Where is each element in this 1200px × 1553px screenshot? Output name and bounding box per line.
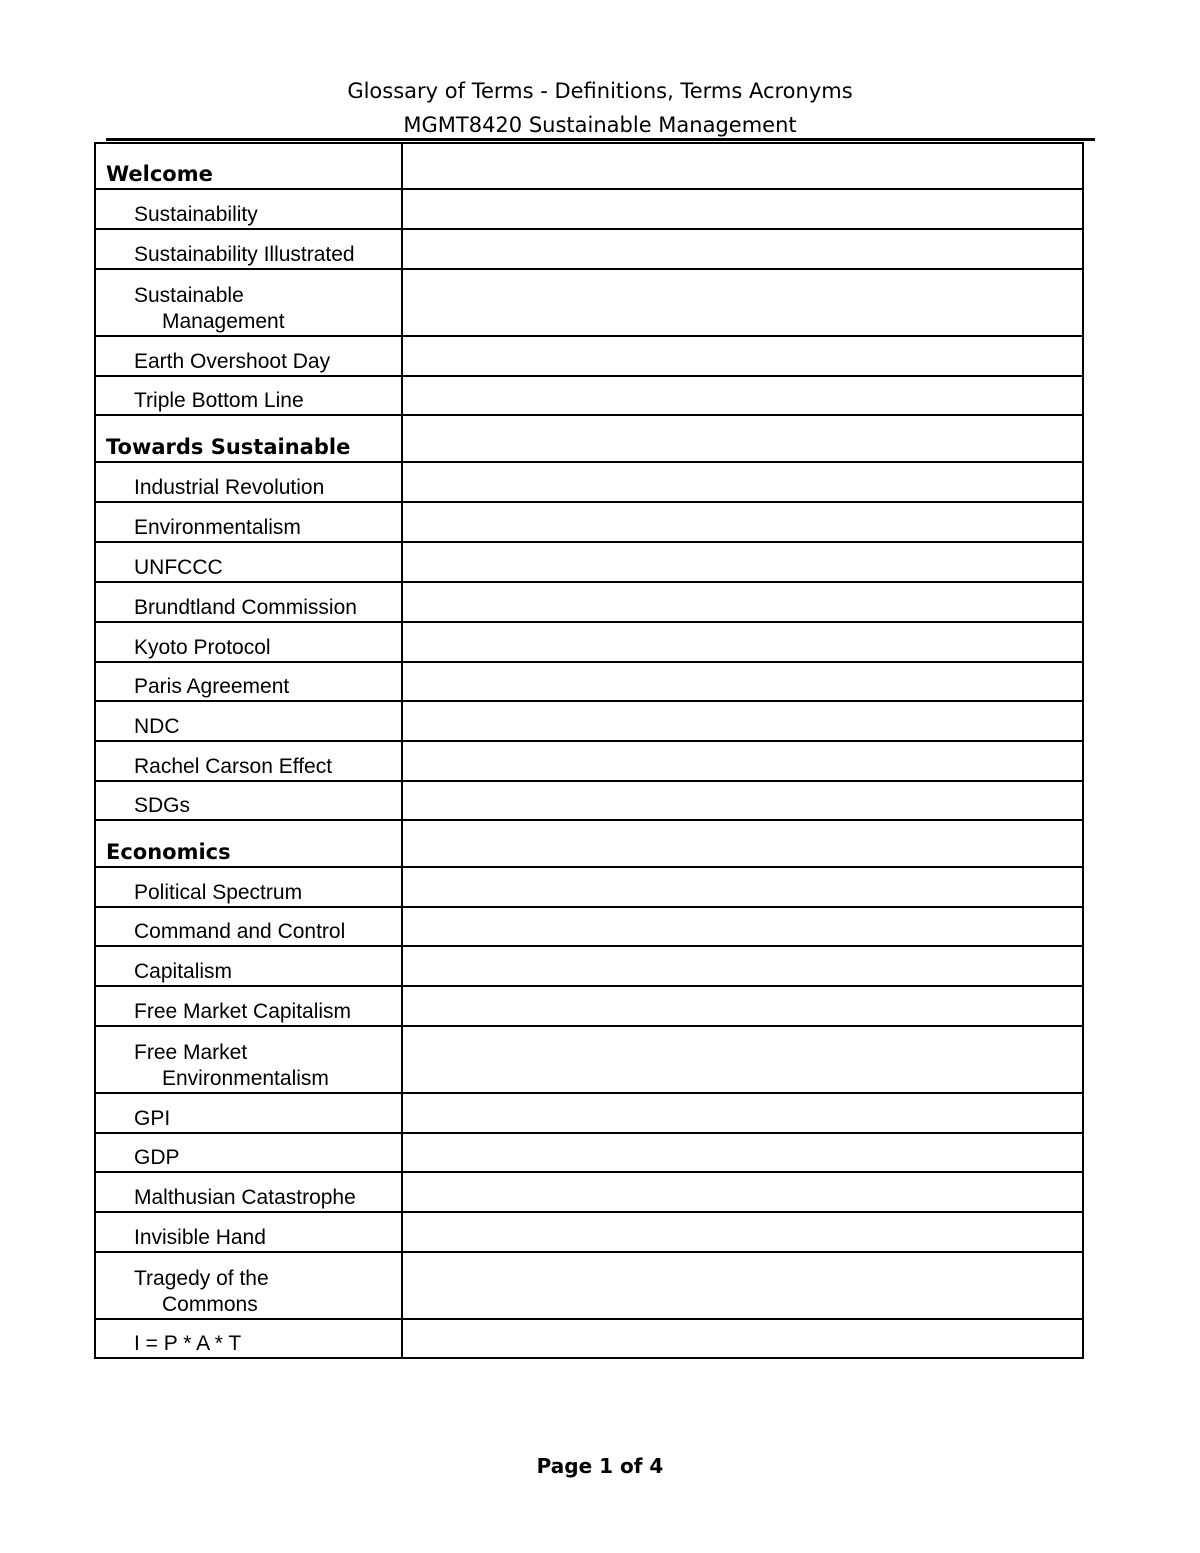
term-cell — [95, 907, 402, 946]
term-label-line: Invisible Hand — [134, 1226, 266, 1249]
definition-cell[interactable] — [402, 336, 1083, 376]
definition-cell[interactable] — [402, 582, 1083, 622]
term-label-line: Environmentalism — [162, 1067, 329, 1090]
section-row — [95, 415, 1083, 462]
term-row — [95, 1172, 1083, 1212]
term-cell — [95, 502, 402, 542]
term-row — [95, 741, 1083, 781]
page-number: Page 1 of 4 — [536, 1454, 664, 1478]
glossary-table — [94, 142, 1084, 1359]
term-label — [96, 959, 401, 985]
definition-cell[interactable] — [402, 946, 1083, 986]
definition-cell[interactable] — [402, 907, 1083, 946]
term-cell — [95, 462, 402, 502]
term-label-line: GPI — [134, 1107, 171, 1130]
definition-cell[interactable] — [402, 867, 1083, 907]
term-label — [96, 635, 401, 661]
term-label-line: UNFCCC — [134, 556, 223, 579]
term-label-line: Command and Control — [134, 920, 346, 943]
term-label — [96, 1040, 401, 1092]
term-label — [96, 1225, 401, 1251]
definition-cell[interactable] — [402, 1172, 1083, 1212]
definition-cell[interactable] — [402, 376, 1083, 415]
definition-cell[interactable] — [402, 1093, 1083, 1133]
definition-cell[interactable] — [402, 1252, 1083, 1319]
term-label-line: Capitalism — [134, 960, 233, 983]
term-row — [95, 336, 1083, 376]
term-label — [96, 1106, 401, 1132]
term-label — [96, 1266, 401, 1318]
term-label-line: Free Market Capitalism — [134, 1000, 352, 1023]
header-rule — [106, 138, 1095, 141]
term-label — [96, 754, 401, 780]
term-label-line: Earth Overshoot Day — [134, 350, 331, 373]
term-label — [96, 595, 401, 621]
term-label-line: Environmentalism — [134, 516, 301, 539]
section-label: Towards Sustainable — [106, 435, 351, 459]
term-cell — [95, 741, 402, 781]
section-label: Welcome — [106, 162, 213, 186]
term-label-line: Industrial Revolution — [134, 476, 325, 499]
term-row — [95, 1093, 1083, 1133]
definition-cell[interactable] — [402, 462, 1083, 502]
definition-cell[interactable] — [402, 1133, 1083, 1172]
term-row — [95, 1252, 1083, 1319]
term-label — [96, 880, 401, 906]
definition-cell[interactable] — [402, 662, 1083, 701]
term-label — [96, 555, 401, 581]
term-label-line: Malthusian Catastrophe — [134, 1186, 356, 1209]
section-row — [95, 820, 1083, 867]
term-row — [95, 376, 1083, 415]
term-label-line: Sustainable — [134, 284, 244, 307]
term-row — [95, 229, 1083, 269]
term-label-line: Sustainability Illustrated — [134, 243, 355, 266]
term-row — [95, 986, 1083, 1026]
term-cell — [95, 1212, 402, 1252]
term-label — [96, 475, 401, 501]
definition-cell[interactable] — [402, 781, 1083, 820]
term-cell — [95, 582, 402, 622]
term-label-line: NDC — [134, 715, 180, 738]
section-cell — [95, 143, 402, 189]
term-label — [96, 515, 401, 541]
term-label-line: GDP — [134, 1146, 180, 1169]
term-label — [96, 349, 401, 375]
term-label-line: Management — [162, 310, 285, 333]
term-label — [96, 283, 401, 335]
term-row — [95, 462, 1083, 502]
definition-cell[interactable] — [402, 189, 1083, 229]
term-row — [95, 701, 1083, 741]
term-label-line: Political Spectrum — [134, 881, 303, 904]
definition-cell[interactable] — [402, 542, 1083, 582]
term-cell — [95, 986, 402, 1026]
term-row — [95, 582, 1083, 622]
definition-cell[interactable] — [402, 1212, 1083, 1252]
term-label — [96, 919, 401, 945]
term-row — [95, 781, 1083, 820]
term-label-line: I = P * A * T — [134, 1332, 242, 1355]
term-label-line: Rachel Carson Effect — [134, 755, 333, 778]
term-row — [95, 502, 1083, 542]
term-label-line: Brundtland Commission — [134, 596, 357, 619]
term-label-line: Triple Bottom Line — [134, 389, 304, 412]
term-cell — [95, 701, 402, 741]
term-cell — [95, 189, 402, 229]
term-cell — [95, 376, 402, 415]
term-row — [95, 907, 1083, 946]
definition-cell[interactable] — [402, 1026, 1083, 1093]
term-row — [95, 189, 1083, 229]
term-cell — [95, 867, 402, 907]
term-cell — [95, 1093, 402, 1133]
definition-cell[interactable] — [402, 415, 1083, 462]
term-row — [95, 662, 1083, 701]
definition-cell[interactable] — [402, 741, 1083, 781]
term-cell — [95, 662, 402, 701]
term-label-line: Sustainability — [134, 203, 258, 226]
term-row — [95, 1212, 1083, 1252]
term-label-line: Free Market — [134, 1041, 248, 1064]
term-label — [96, 388, 401, 414]
definition-cell[interactable] — [402, 820, 1083, 867]
term-cell — [95, 269, 402, 336]
term-label — [96, 1145, 401, 1171]
document-header — [0, 74, 1200, 142]
document-subtitle: MGMT8420 Sustainable Management — [403, 113, 797, 137]
term-label — [96, 242, 401, 268]
term-label-line: Tragedy of the — [134, 1267, 269, 1290]
term-label — [96, 999, 401, 1025]
term-label — [96, 674, 401, 700]
term-row — [95, 946, 1083, 986]
term-row — [95, 269, 1083, 336]
term-cell — [95, 1172, 402, 1212]
section-cell — [95, 820, 402, 867]
definition-cell[interactable] — [402, 701, 1083, 741]
term-label-line: SDGs — [134, 794, 191, 817]
term-cell — [95, 229, 402, 269]
definition-cell[interactable] — [402, 986, 1083, 1026]
definition-cell[interactable] — [402, 269, 1083, 336]
term-row — [95, 542, 1083, 582]
definition-cell[interactable] — [402, 229, 1083, 269]
section-row — [95, 143, 1083, 189]
term-cell — [95, 781, 402, 820]
term-label — [96, 1331, 401, 1357]
definition-cell[interactable] — [402, 1319, 1083, 1358]
term-label — [96, 202, 401, 228]
term-label — [96, 793, 401, 819]
definition-cell[interactable] — [402, 502, 1083, 542]
document-title: Glossary of Terms - Definitions, Terms Acronyms — [347, 79, 853, 103]
section-cell — [95, 415, 402, 462]
term-cell — [95, 946, 402, 986]
term-cell — [95, 1252, 402, 1319]
term-cell — [95, 622, 402, 662]
term-cell — [95, 1319, 402, 1358]
term-cell — [95, 542, 402, 582]
term-label — [96, 714, 401, 740]
section-label: Economics — [106, 840, 231, 864]
term-row — [95, 1133, 1083, 1172]
term-row — [95, 622, 1083, 662]
definition-cell[interactable] — [402, 143, 1083, 189]
term-label-line: Paris Agreement — [134, 675, 290, 698]
term-label — [96, 1185, 401, 1211]
term-label-line: Commons — [162, 1293, 258, 1316]
term-row — [95, 1026, 1083, 1093]
term-row — [95, 867, 1083, 907]
definition-cell[interactable] — [402, 622, 1083, 662]
term-cell — [95, 336, 402, 376]
term-row — [95, 1319, 1083, 1358]
glossary-body — [95, 143, 1083, 1358]
term-cell — [95, 1133, 402, 1172]
term-label-line: Kyoto Protocol — [134, 636, 271, 659]
term-cell — [95, 1026, 402, 1093]
